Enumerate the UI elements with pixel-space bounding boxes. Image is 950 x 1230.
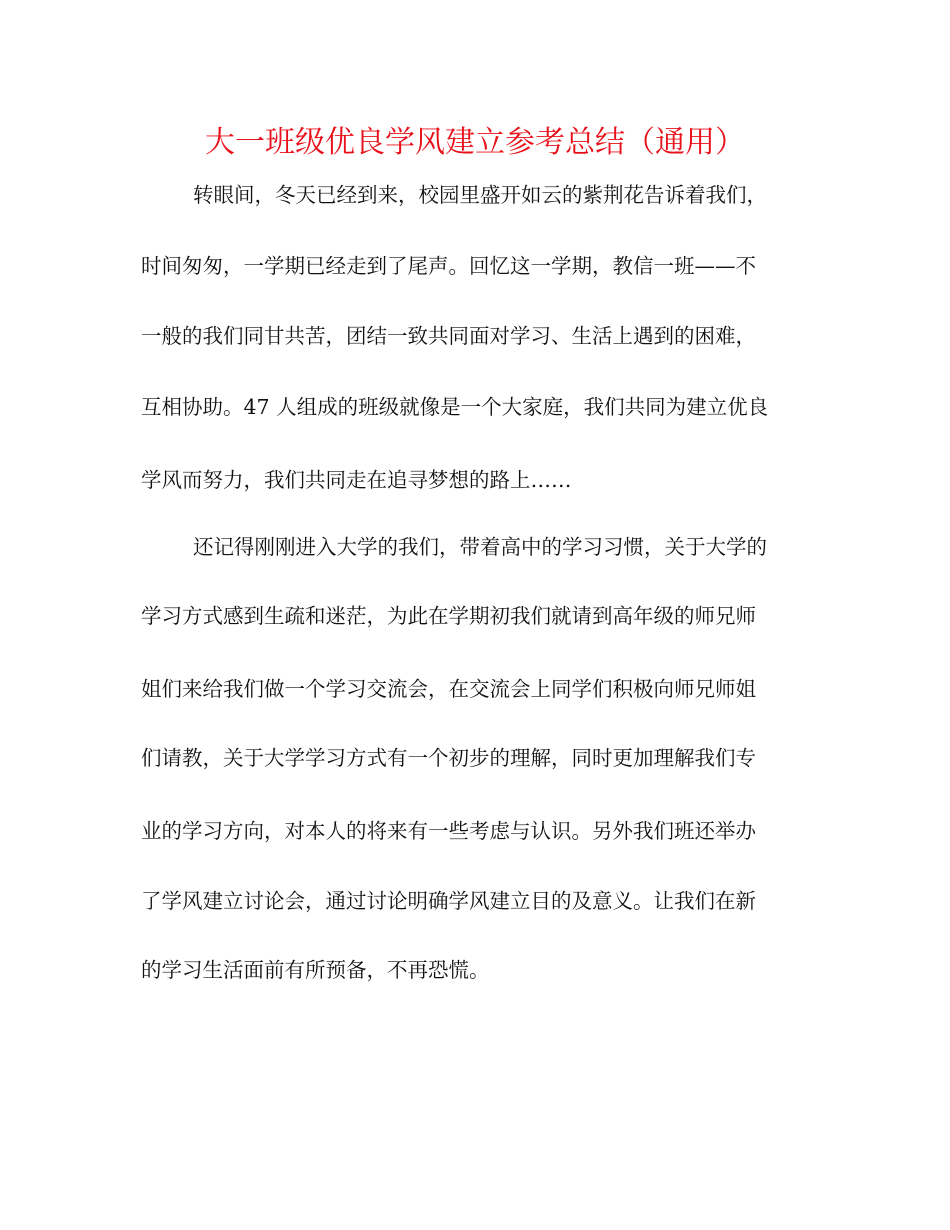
paragraph-2-line-1: 还记得刚刚进入大学的我们，带着高中的学习习惯，关于大学的 [193, 535, 767, 559]
paragraph-1-line-1: 转眼间，冬天已经到来，校园里盛开如云的紫荆花告诉着我们， [193, 183, 767, 207]
paragraph-1-line-2: 时间匆匆，一学期已经走到了尾声。回忆这一学期，教信一班——不 [141, 254, 756, 278]
paragraph-2-line-5: 业的学习方向，对本人的将来有一些考虑与认识。另外我们班还举办 [141, 819, 756, 843]
paragraph-1-line-5: 学风而努力，我们共同走在追寻梦想的路上…… [141, 468, 572, 492]
paragraph-1-line-3: 一般的我们同甘共苦，团结一致共同面对学习、生活上遇到的困难， [141, 324, 756, 348]
paragraph-2-line-7: 的学习生活面前有所预备，不再恐慌。 [141, 958, 490, 982]
paragraph-2-line-6: 了学风建立讨论会，通过讨论明确学风建立目的及意义。让我们在新 [141, 889, 756, 913]
document-title: 大一班级优良学风建立参考总结（通用） [205, 125, 745, 160]
paragraph-2-line-3: 姐们来给我们做一个学习交流会，在交流会上同学们积极向师兄师姐 [141, 677, 756, 701]
paragraph-1-line-4: 互相协助。47 人组成的班级就像是一个大家庭，我们共同为建立优良 [141, 395, 769, 419]
paragraph-2-line-4: 们请教，关于大学学习方式有一个初步的理解，同时更加理解我们专 [141, 746, 756, 770]
paragraph-2-line-2: 学习方式感到生疏和迷茫，为此在学期初我们就请到高年级的师兄师 [141, 604, 756, 628]
